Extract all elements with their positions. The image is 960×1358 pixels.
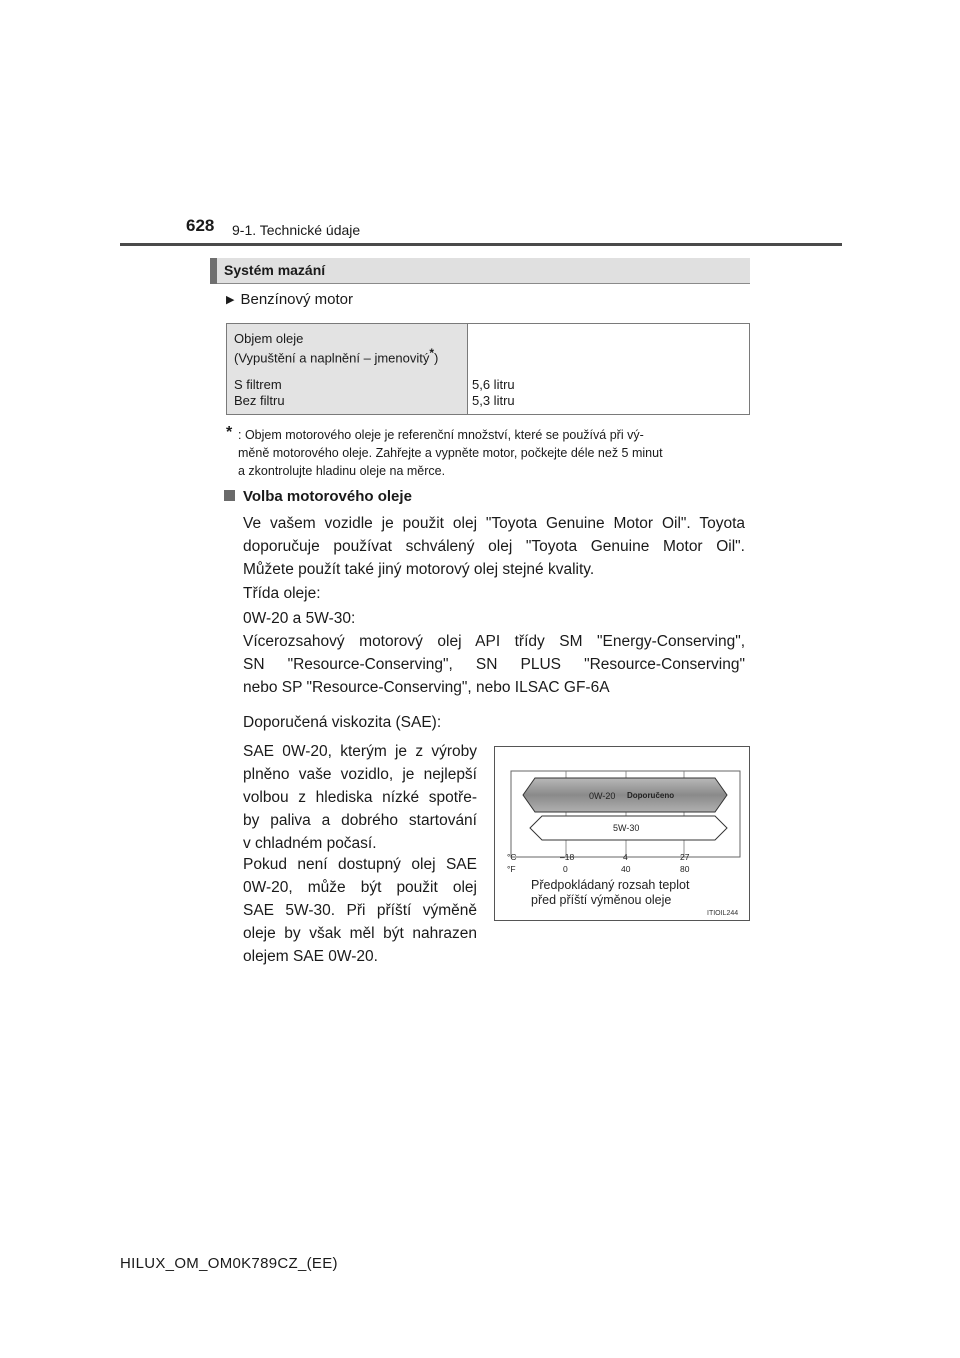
table-header-pre: (Vypuštění a naplnění <box>234 350 364 366</box>
axis-unit-f: °F <box>507 864 516 874</box>
section-label: 9-1. Technické údaje <box>232 222 361 238</box>
oil-grade-value: 0W-20 a 5W-30: <box>243 610 356 627</box>
footnote-marker: * <box>226 424 233 441</box>
bar-0w20-note: Doporučeno <box>627 791 675 800</box>
heading-accent-bar <box>210 258 217 284</box>
bar-0w20 <box>523 778 727 812</box>
table-header-close: ) <box>434 350 439 366</box>
page-number: 628 <box>186 216 215 235</box>
body-text-line: SAE 0W-20, kterým je z výroby <box>243 743 477 760</box>
square-bullet-icon <box>224 490 235 501</box>
footnote-line: : Objem motorového oleje je referenční množství, které se používá při vý- <box>238 428 644 442</box>
table-row-value: 5,6 litru <box>472 377 515 392</box>
oil-capacity-table <box>226 323 750 415</box>
axis-unit-c: °C <box>507 852 517 862</box>
viscosity-label: Doporučená viskozita (SAE): <box>243 714 442 731</box>
body-text-line: plněno vaše vozidlo, je nejlepší <box>243 766 477 783</box>
header-rule <box>120 243 842 246</box>
table-header-line2 <box>234 346 438 365</box>
table-row-value: 5,3 litru <box>472 393 515 408</box>
section-heading <box>210 258 750 284</box>
tick-label-f: 40 <box>621 864 631 874</box>
body-text-line: Pokud není dostupný olej SAE <box>243 856 477 873</box>
body-text-line: by paliva a dobrého startování <box>243 812 477 829</box>
table-header-line1: Objem oleje <box>234 331 304 346</box>
table-header-star: * <box>429 346 435 360</box>
body-text-line: 0W-20, může být použit olej <box>243 879 477 896</box>
table-header-post: jmenovitý <box>370 350 430 366</box>
triangle-bullet-icon: ▶ <box>226 294 235 306</box>
engine-type-label: Benzínový motor <box>240 291 354 308</box>
table-header-dash: – <box>363 350 371 366</box>
diagram-caption-line: před příští výměnou oleje <box>531 893 672 907</box>
body-text-line: doporučuje používat schválený olej "Toyota Genuine Motor Oil". <box>243 538 745 555</box>
body-text-line: oleje by však měl být nahrazen <box>243 925 477 942</box>
oil-grade-label: Třída oleje: <box>243 585 321 602</box>
viscosity-diagram-svg <box>495 747 749 920</box>
body-text-line: v chladném počasí. <box>243 835 377 852</box>
tick-label-c: –18 <box>560 852 575 862</box>
diagram-code: ITIOIL244 <box>707 910 739 917</box>
engine-type <box>226 291 353 308</box>
body-text-line: SN "Resource-Conserving", SN PLUS "Resource-Conserving" <box>243 656 745 673</box>
body-text-line: Ve vašem vozidle je použit olej "Toyota Genuine Motor Oil". Toyota <box>243 515 745 532</box>
diagram-caption-line: Předpokládaný rozsah teplot <box>531 878 690 892</box>
tick-label-f: 0 <box>563 864 568 874</box>
table-row-label: Bez filtru <box>234 393 285 408</box>
oil-selection-heading-text: Volba motorového oleje <box>243 488 412 505</box>
table-row-label: S filtrem <box>234 377 282 392</box>
body-text-line: Můžete použít také jiný motorový olej stejné kvality. <box>243 561 595 578</box>
body-text-line: Vícerozsahový motorový olej API třídy SM "Energy-Conserving", <box>243 633 745 650</box>
oil-selection-heading <box>224 488 412 505</box>
footnote-line: měně motorového oleje. Zahřejte a vypněte motor, počkejte déle než 5 minut <box>238 446 663 460</box>
body-text-line: SAE 5W-30. Při příští výměně <box>243 902 477 919</box>
bar-5w30-label: 5W-30 <box>613 823 640 833</box>
footnote-line: a zkontrolujte hladinu oleje na měrce. <box>238 464 446 478</box>
tick-label-c: 4 <box>623 852 628 862</box>
tick-label-f: 80 <box>680 864 690 874</box>
bar-0w20-label: 0W-20 <box>589 791 616 801</box>
viscosity-diagram <box>494 746 750 921</box>
document-code: HILUX_OM_OM0K789CZ_(EE) <box>120 1255 338 1272</box>
tick-label-c: 27 <box>680 852 690 862</box>
body-text-line: volbou z hlediska nízké spotře- <box>243 789 477 806</box>
section-heading-text: Systém mazání <box>224 262 326 278</box>
body-text-line: nebo SP "Resource-Conserving", nebo ILSAC GF-6A <box>243 679 610 696</box>
body-text-line: olejem SAE 0W-20. <box>243 948 378 965</box>
